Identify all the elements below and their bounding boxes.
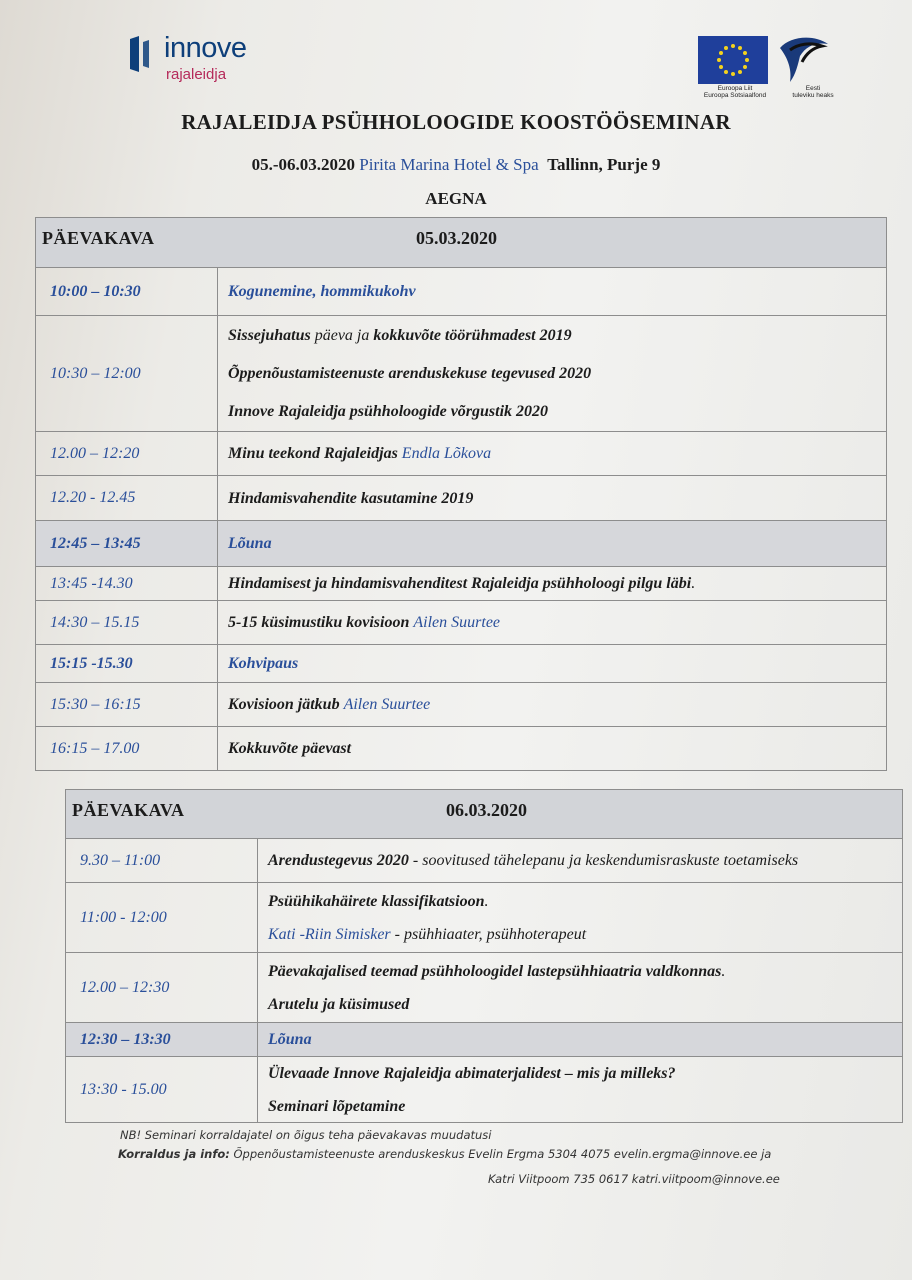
- ee-caption: Eesti tuleviku heaks: [792, 85, 834, 99]
- logo-word: innove: [164, 32, 247, 64]
- schedule-row: [65, 839, 903, 883]
- session-time: 14:30 – 15.15: [36, 601, 218, 644]
- session-title: Kohvipaus: [228, 655, 299, 672]
- schedule-row: [35, 567, 887, 601]
- session-title: Psüühikahäirete klassifikatsioon. Kati -Riin Simisker - psühhiaater, psühhoterapeut: [268, 892, 587, 943]
- session-title: Hindamisvahendite kasutamine 2019: [228, 489, 474, 507]
- session-time: 11:00 - 12:00: [66, 883, 258, 952]
- session-time: 12.00 – 12:20: [36, 432, 218, 475]
- session-title: Sissejuhatus päeva ja kokkuvõte töörühmadest 2019 Õppenõustamisteenuste arenduskekuse tegevused 2020 Innove Rajaleidja psühholoogide võrgustik 2020: [228, 327, 592, 420]
- day2-header-band: [65, 789, 903, 839]
- schedule-row: [35, 601, 887, 645]
- session-title: Minu teekond Rajaleidjas Endla Lõkova: [228, 445, 492, 462]
- schedule-row: [65, 953, 903, 1023]
- schedule-row: [35, 476, 887, 521]
- innove-logo: [130, 32, 280, 82]
- schedule-row: [35, 432, 887, 476]
- page-title: RAJALEIDJA PSÜHHOLOOGIDE KOOSTÖÖSEMINAR: [181, 110, 731, 134]
- session-time: 9.30 – 11:00: [66, 839, 258, 882]
- footer-note: NB! Seminari korraldajatel on õigus teha päevakavas muudatusi: [120, 1128, 492, 1142]
- eu-flag-icon: [698, 36, 768, 84]
- schedule-row: [35, 268, 887, 316]
- footer-contact: Korraldus ja info: Õppenõustamisteenuste arenduskeskus Evelin Ergma 5304 4075 evelin.ergma@innove.ee ja: [118, 1147, 772, 1161]
- day1-header-band: [35, 217, 887, 268]
- schedule-row: [35, 645, 887, 683]
- session-title: Kokkuvõte päevast: [228, 740, 352, 757]
- schedule-row: [35, 727, 887, 771]
- room-name: AEGNA: [425, 189, 487, 208]
- schedule-row: [35, 683, 887, 727]
- logo-sub: rajaleidja: [166, 66, 227, 83]
- schedule-row: [35, 521, 887, 567]
- session-time: 12:45 – 13:45: [36, 521, 218, 566]
- schedule-row: [35, 316, 887, 432]
- session-time: 10:00 – 10:30: [36, 268, 218, 315]
- schedule-row: [65, 883, 903, 953]
- estonia-swallow-icon: [776, 34, 830, 86]
- schedule-row: [65, 1057, 903, 1123]
- session-title: Lõuna: [268, 1031, 312, 1048]
- day-date: 06.03.2020: [446, 800, 527, 820]
- session-time: 16:15 – 17.00: [36, 727, 218, 770]
- session-title: Lõuna: [228, 535, 272, 552]
- session-title: 5-15 küsimustiku kovisioon Ailen Suurtee: [228, 614, 501, 631]
- schedule-row: [65, 1023, 903, 1057]
- day-label: PÄEVAKAVA: [72, 800, 185, 820]
- session-time: 13:30 - 15.00: [66, 1057, 258, 1122]
- session-title: Hindamisest ja hindamisvahenditest Rajaleidja psühholoogi pilgu läbi.: [228, 575, 696, 592]
- session-time: 10:30 – 12:00: [36, 316, 218, 431]
- session-title: Ülevaade Innove Rajaleidja abimaterjalidest – mis ja milleks? Seminari lõpetamine: [268, 1064, 676, 1115]
- session-time: 12.00 – 12:30: [66, 953, 258, 1022]
- session-title: Arendustegevus 2020 - soovitused tähelepanu ja keskendumisraskuste toetamiseks: [268, 852, 799, 869]
- session-time: 15:30 – 16:15: [36, 683, 218, 726]
- eu-caption: Euroopa Liit Euroopa Sotsiaalfond: [703, 85, 767, 99]
- footer-contact-2: Katri Viitpoom 735 0617 katri.viitpoom@innove.ee: [488, 1172, 780, 1186]
- day-label: PÄEVAKAVA: [42, 228, 155, 248]
- session-time: 12:30 – 13:30: [66, 1023, 258, 1056]
- session-title: Kogunemine, hommikukohv: [228, 283, 416, 300]
- day-date: 05.03.2020: [416, 228, 497, 248]
- session-time: 12.20 - 12.45: [36, 476, 218, 520]
- session-time: 15:15 -15.30: [36, 645, 218, 682]
- session-title: Kovisioon jätkub Ailen Suurtee: [228, 696, 431, 713]
- session-time: 13:45 -14.30: [36, 567, 218, 600]
- session-title: Päevakajalised teemad psühholoogidel lastepsühhiaatria valdkonnas. Arutelu ja küsimused: [268, 962, 726, 1013]
- event-subtitle: 05.-06.03.2020 Pirita Marina Hotel & Spa Tallinn, Purje 9: [251, 155, 661, 174]
- innove-bars-icon: [130, 36, 156, 72]
